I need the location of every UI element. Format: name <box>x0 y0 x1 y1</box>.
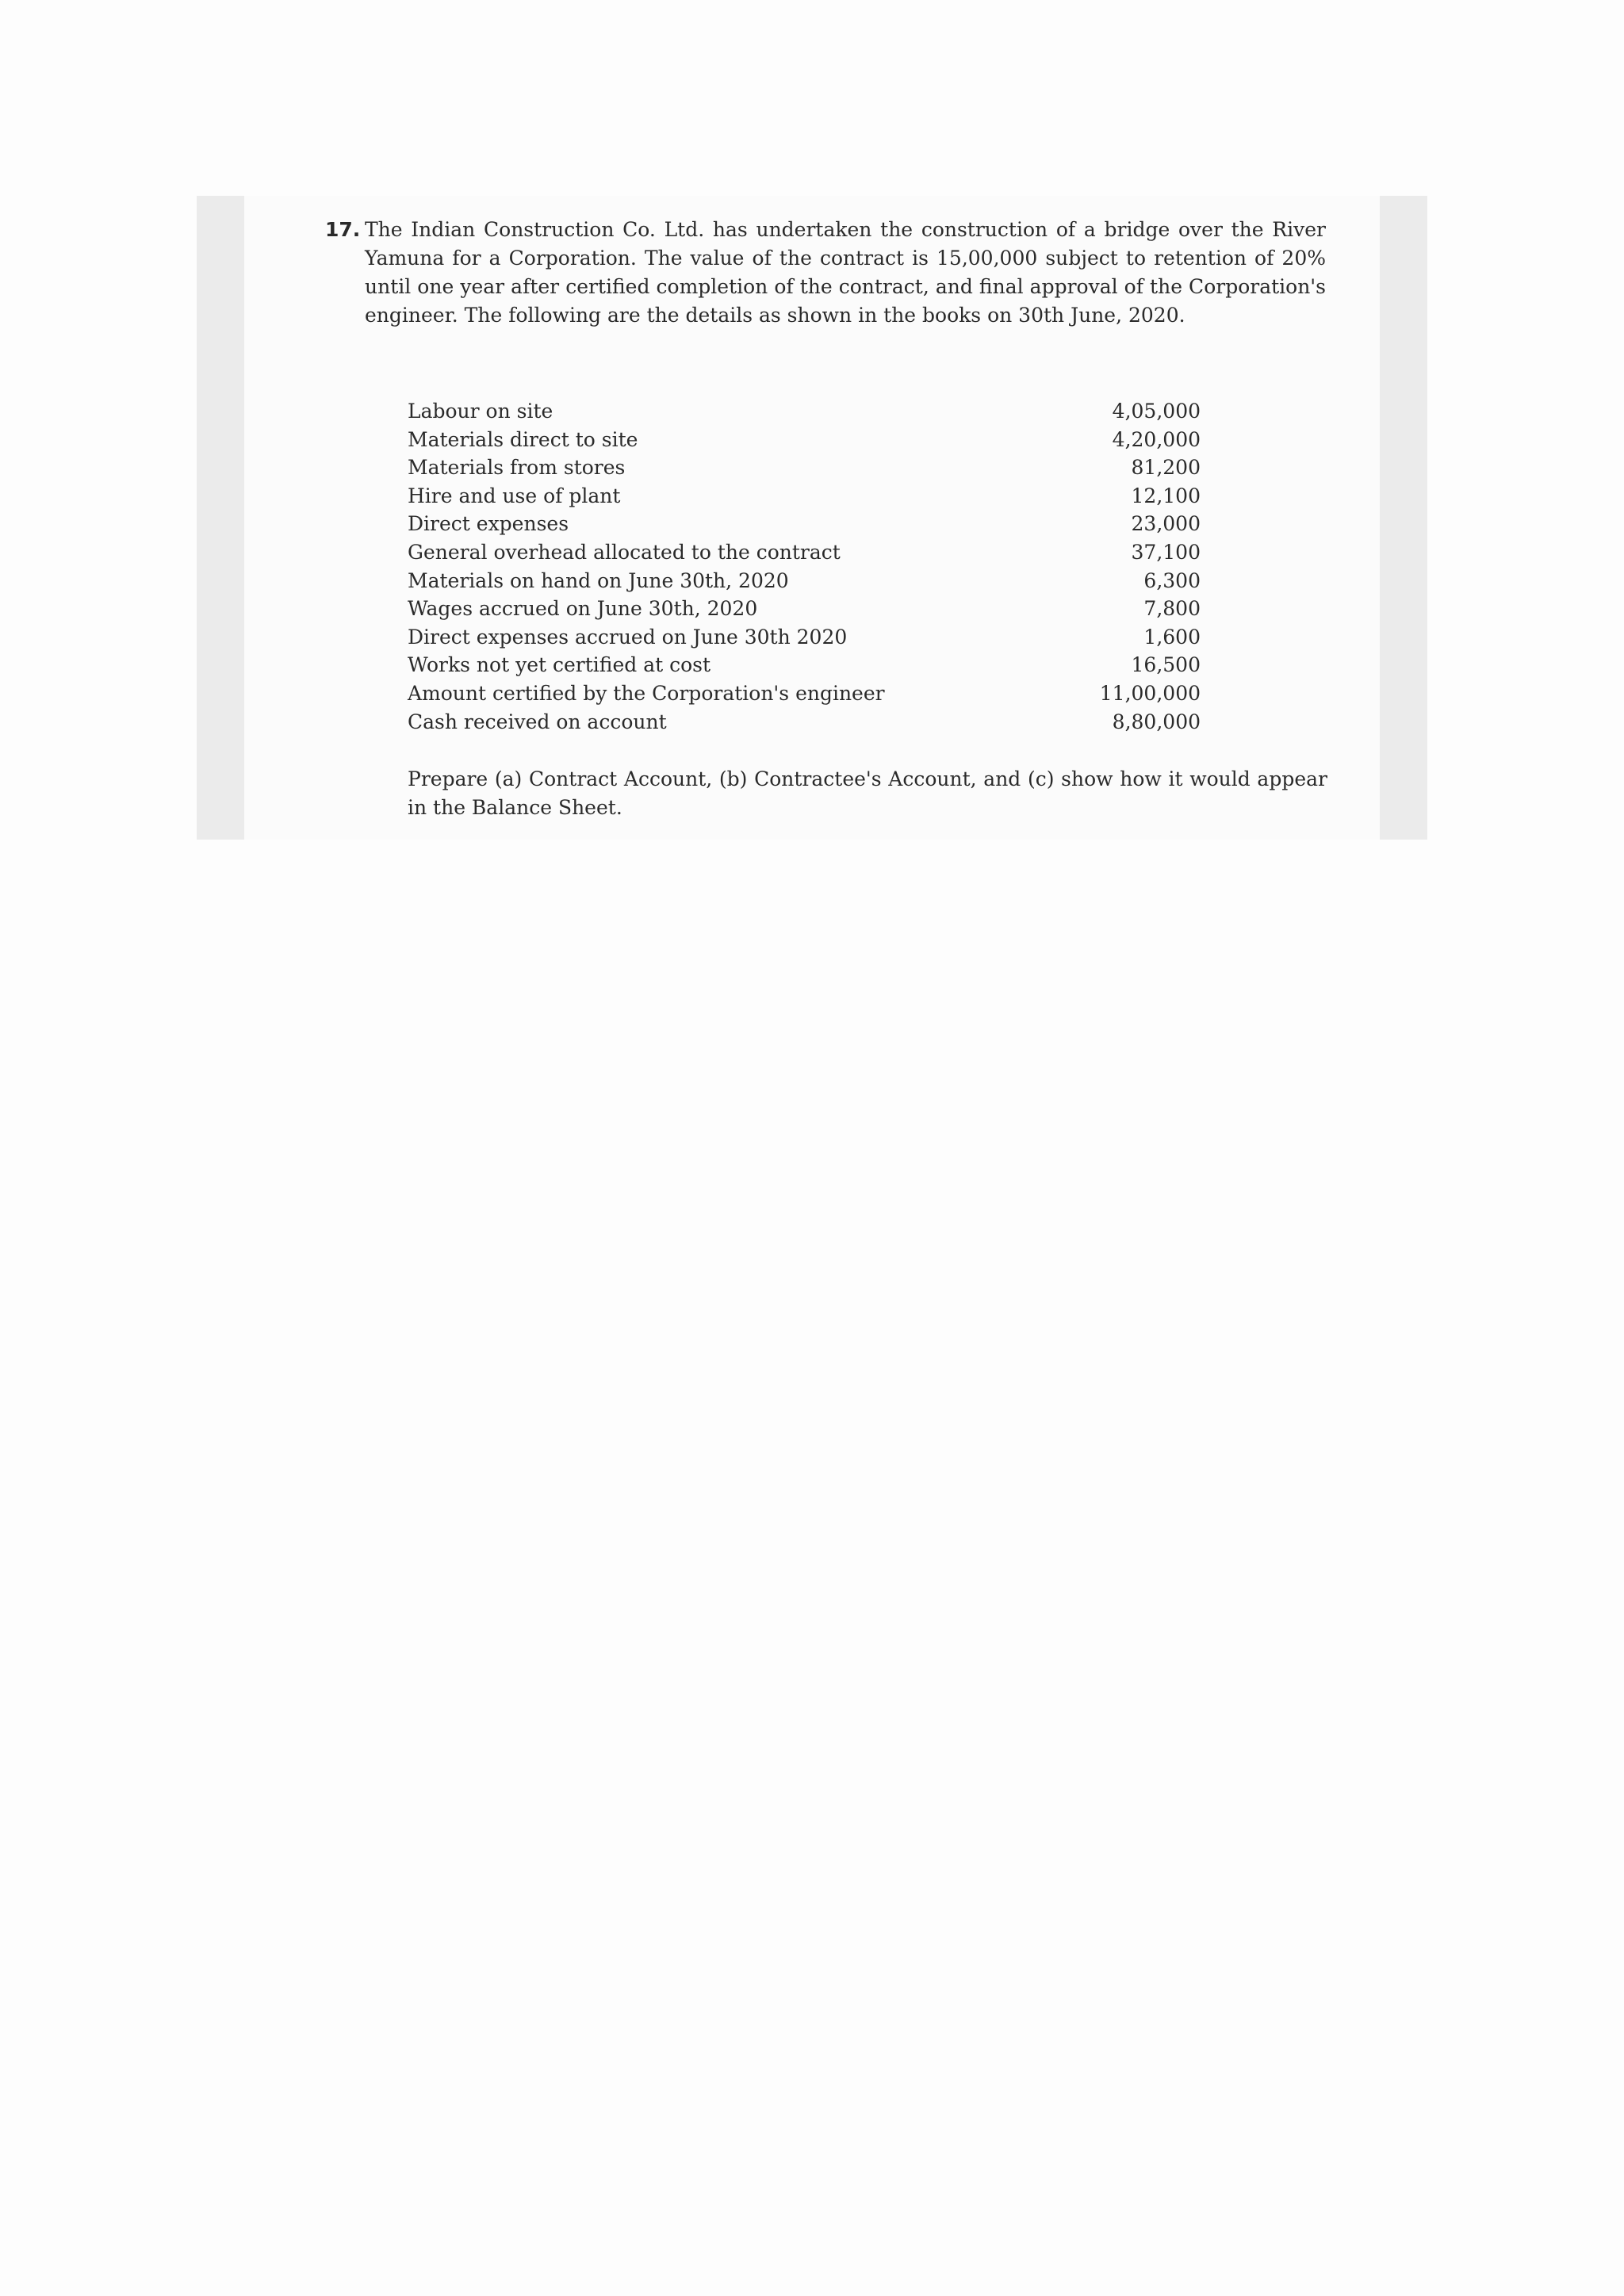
detail-label: Amount certified by the Corporation's engineer <box>408 681 885 705</box>
detail-row <box>408 567 1201 595</box>
question-paragraph <box>325 216 1326 330</box>
instruction-text: Prepare (a) Contract Account, (b) Contractee's Account, and (c) show how it would appear in the Balance Sheet. <box>408 767 1327 819</box>
detail-row <box>408 623 1201 652</box>
detail-value: 23,000 <box>1131 512 1201 536</box>
detail-row <box>408 510 1201 538</box>
detail-value: 4,20,000 <box>1112 427 1201 451</box>
detail-value: 4,05,000 <box>1112 400 1201 423</box>
detail-value: 8,80,000 <box>1112 710 1201 733</box>
detail-row <box>408 538 1201 567</box>
detail-label: Hire and use of plant <box>408 484 621 507</box>
detail-label: Materials on hand on June 30th, 2020 <box>408 568 789 592</box>
question-number: 17. <box>325 218 361 241</box>
detail-value: 37,100 <box>1131 540 1201 564</box>
scan-margin-left <box>197 196 244 840</box>
scan-margin-right <box>1380 196 1427 840</box>
detail-row <box>408 651 1201 679</box>
detail-value: 81,200 <box>1131 456 1201 480</box>
detail-value: 12,100 <box>1131 484 1201 507</box>
detail-value: 1,600 <box>1143 625 1201 649</box>
detail-label: Wages accrued on June 30th, 2020 <box>408 597 758 621</box>
detail-row <box>408 453 1201 482</box>
detail-row <box>408 482 1201 511</box>
detail-row <box>408 595 1201 623</box>
detail-label: General overhead allocated to the contract <box>408 540 841 564</box>
detail-label: Labour on site <box>408 400 553 423</box>
detail-label: Direct expenses <box>408 512 569 536</box>
detail-label: Materials direct to site <box>408 427 638 451</box>
detail-label: Works not yet certified at cost <box>408 653 711 677</box>
detail-value: 6,300 <box>1143 568 1201 592</box>
detail-label: Materials from stores <box>408 456 626 480</box>
detail-row <box>408 397 1201 426</box>
details-list <box>408 397 1201 736</box>
question-text: The Indian Construction Co. Ltd. has undertaken the construction of a bridge over the River Yamuna for a Corporation. The value of the contract is 15,00,000 subject to retention of 20% until one year after certified completion of the contract, and final approval of the Corporation's engineer. The following are the details as shown in the books on 30th June, 2020. <box>365 218 1326 327</box>
detail-label: Direct expenses accrued on June 30th 2020 <box>408 625 848 649</box>
detail-value: 16,500 <box>1131 653 1201 677</box>
detail-row <box>408 708 1201 737</box>
detail-row <box>408 426 1201 454</box>
detail-value: 7,800 <box>1143 597 1201 621</box>
detail-value: 11,00,000 <box>1099 681 1201 705</box>
detail-label: Cash received on account <box>408 710 667 733</box>
detail-row <box>408 679 1201 708</box>
